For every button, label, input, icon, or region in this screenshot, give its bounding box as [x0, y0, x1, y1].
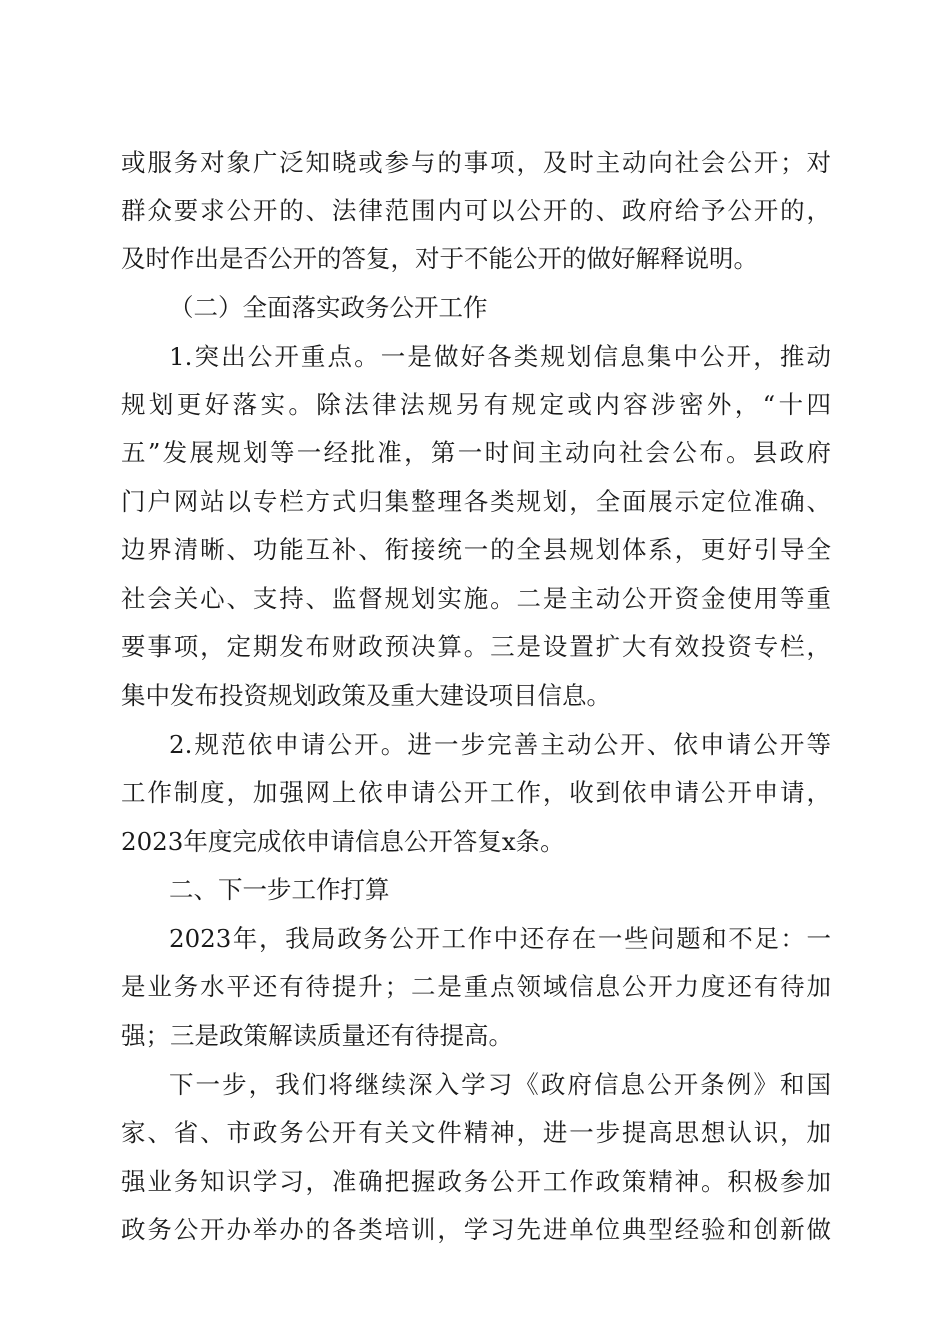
paragraph-line: 边界清晰、功能互补、衔接统一的全县规划体系，更好引导全 [121, 535, 831, 564]
paragraph-line: 群众要求公开的、法律范围内可以公开的、政府给予公开的， [121, 196, 831, 225]
paragraph-line: 或服务对象广泛知晓或参与的事项，及时主动向社会公开；对 [121, 148, 831, 177]
paragraph-line: 规划更好落实。除法律法规另有规定或内容涉密外，“十四 [121, 390, 831, 419]
paragraph-line: 强；三是政策解读质量还有待提高。 [121, 1021, 513, 1050]
paragraph-line: 2.规范依申请公开。进一步完善主动公开、依申请公开等 [169, 730, 831, 759]
paragraph-line: 集中发布投资规划政策及重大建设项目信息。 [121, 681, 611, 710]
section-heading: 二、下一步工作打算 [169, 875, 390, 904]
paragraph-line: 下一步，我们将继续深入学习《政府信息公开条例》和国 [169, 1070, 831, 1099]
paragraph-line: 2023年度完成依申请信息公开答复x条。 [121, 827, 565, 856]
paragraph-line: 1.突出公开重点。一是做好各类规划信息集中公开，推动 [169, 342, 831, 371]
paragraph-line: 家、省、市政务公开有关文件精神，进一步提高思想认识，加 [121, 1118, 831, 1147]
paragraph-line: 2023年，我局政务公开工作中还存在一些问题和不足：一 [169, 924, 831, 953]
paragraph-line: 及时作出是否公开的答复，对于不能公开的做好解释说明。 [121, 244, 758, 273]
paragraph-line: 要事项，定期发布财政预决算。三是设置扩大有效投资专栏， [121, 632, 831, 661]
paragraph-line: 工作制度，加强网上依申请公开工作，收到依申请公开申请， [121, 778, 831, 807]
paragraph-line: 强业务知识学习，准确把握政务公开工作政策精神。积极参加 [121, 1167, 831, 1196]
section-subheading: （二）全面落实政务公开工作 [169, 293, 488, 322]
paragraph-line: 是业务水平还有待提升；二是重点领域信息公开力度还有待加 [121, 972, 831, 1001]
paragraph-line: 门户网站以专栏方式归集整理各类规划，全面展示定位准确、 [121, 487, 831, 516]
paragraph-line: 社会关心、支持、监督规划实施。二是主动公开资金使用等重 [121, 584, 831, 613]
paragraph-line: 政务公开办举办的各类培训，学习先进单位典型经验和创新做 [121, 1215, 831, 1244]
paragraph-line: 五”发展规划等一经批准，第一时间主动向社会公布。县政府 [121, 438, 831, 467]
